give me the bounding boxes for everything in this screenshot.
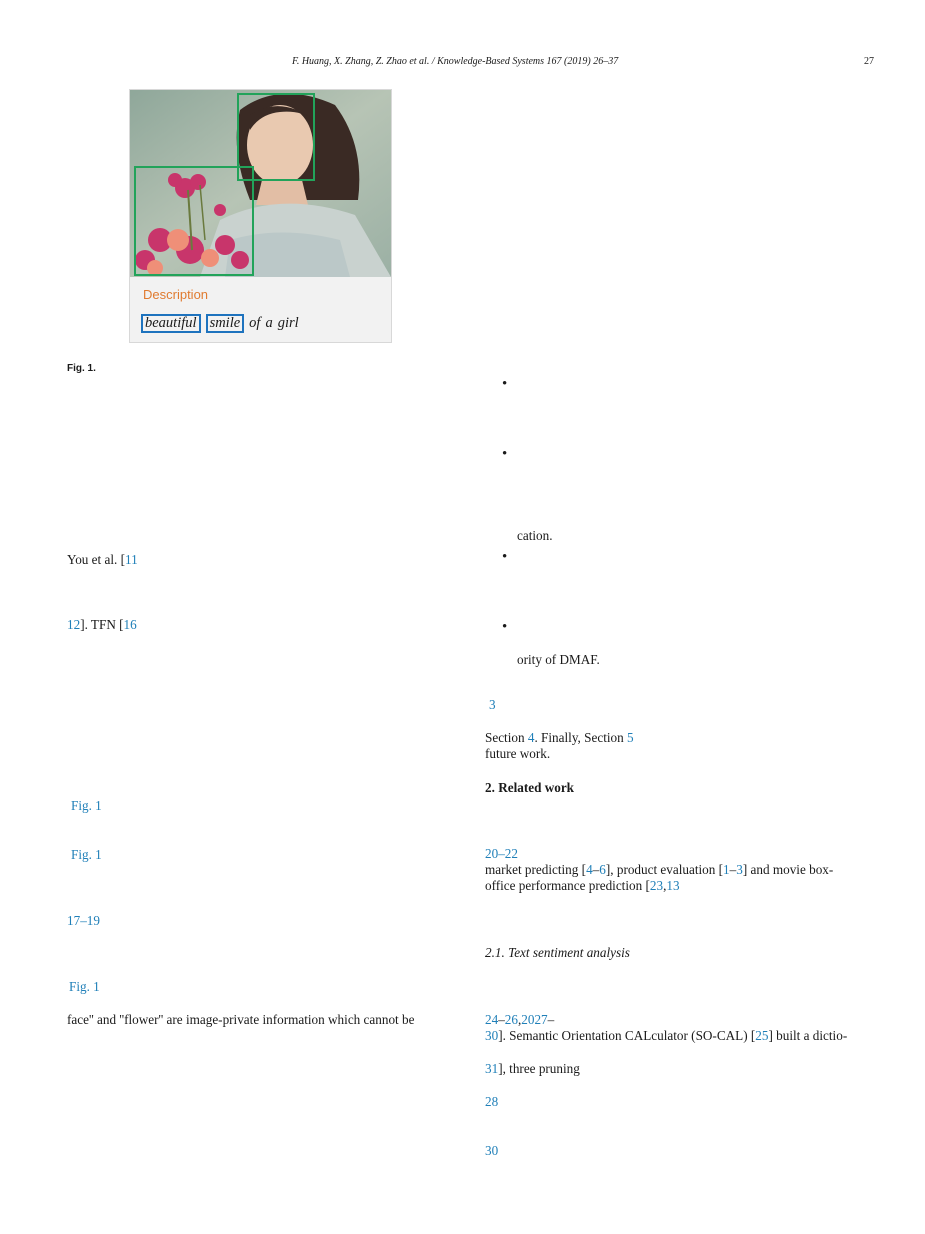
citation-link[interactable]: 1 [723,862,730,877]
citation-range-link[interactable]: 20–22 [485,846,518,861]
pruning-line: 31], three pruning [485,1061,580,1076]
socal-line: 30]. Semantic Orientation CALculator (SO-CAL) [25] built a dictio- [485,1028,848,1043]
citation-link[interactable]: 16 [123,617,137,632]
citation-link[interactable]: 30 [485,1143,499,1158]
bullet-marker: • [502,376,508,392]
citation-link[interactable]: 25 [755,1028,769,1043]
figure-ref-link[interactable]: Fig. 1 [71,847,102,862]
market-line: market predicting [4–6], product evaluation [1–3] and movie box- [485,862,834,877]
figure-ref-link[interactable]: Fig. 1 [71,798,102,813]
citation-range-link[interactable]: 17–19 [67,913,100,928]
office-line: office performance prediction [23,13 [485,878,680,893]
caption-word-smile: smile [206,314,245,333]
future-work-line: future work. [485,746,551,761]
section-heading-related-work: 2. Related work [485,780,575,795]
page-number: 27 [864,56,874,67]
caption-word-beautiful: beautiful [141,314,201,333]
figure-ref-link[interactable]: Fig. 1 [69,979,100,994]
section-outline-line: Section 4. Finally, Section 5 [485,730,634,745]
citation-link[interactable]: 20 [521,1012,535,1027]
left-line-tfn: 12]. TFN [16 [67,617,137,632]
citation-link[interactable]: 6 [599,862,606,877]
figure-label: Fig. 1. [67,363,96,374]
caption-word-of: of [249,315,261,331]
caption-word-girl: girl [277,315,299,331]
bullet-marker: • [502,619,508,635]
bullet-marker: • [502,446,508,462]
figure-caption-words [141,314,304,333]
citation-link[interactable]: 23 [649,878,664,893]
description-label: Description [143,287,209,302]
citation-link[interactable]: 3 [736,862,743,877]
section-ref-link[interactable]: 3 [489,697,496,712]
citation-link[interactable]: 30 [485,1028,499,1043]
citation-line-24-30: 24–26,2027– [485,1012,555,1027]
citation-link[interactable]: 26 [504,1012,518,1027]
citation-link[interactable]: 11 [125,552,138,567]
bullet-marker: • [502,549,508,565]
citation-link[interactable]: 13 [666,878,680,893]
figure-1 [129,89,392,343]
citation-link[interactable]: 27 [534,1012,548,1027]
bullet-fragment-cation: cation. [517,528,553,543]
subsection-heading-text-sentiment: 2.1. Text sentiment analysis [485,945,630,960]
section-ref-link[interactable]: 4 [527,730,535,745]
section-ref-link[interactable]: 5 [627,730,634,745]
figure-photo [130,90,391,277]
running-header: F. Huang, X. Zhang, Z. Zhao et al. / Knowledge-Based Systems 167 (2019) 26–37 [292,56,619,67]
citation-link[interactable]: 4 [586,862,593,877]
bullet-fragment-ority: ority of DMAF. [517,652,600,667]
left-line-you-et-al: You et al. [11 [67,552,138,567]
citation-link[interactable]: 24 [485,1012,499,1027]
citation-link[interactable]: 12 [67,617,81,632]
citation-link[interactable]: 31 [485,1061,499,1076]
left-last-line: face'' and ''flower'' are image-private information which cannot be [67,1012,415,1027]
caption-word-a: a [265,315,273,331]
citation-link[interactable]: 28 [485,1094,499,1109]
